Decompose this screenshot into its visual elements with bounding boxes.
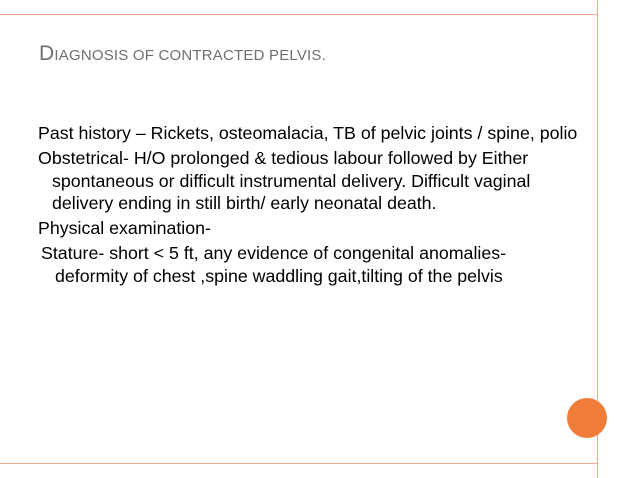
slide-title-rest: IAGNOSIS OF CONTRACTED PELVIS.	[54, 47, 326, 64]
slide-title-first-letter: D	[39, 42, 55, 65]
slide-title	[39, 42, 326, 66]
orange-circle-decoration	[567, 398, 607, 438]
top-border-line	[0, 14, 597, 15]
body-paragraph-stature: Stature- short < 5 ft, any evidence of congenital anomalies- deformity of chest ,spine waddling gait,tilting of the pelvis	[41, 243, 507, 286]
slide-body	[38, 122, 583, 290]
body-paragraph-obstetrical: Obstetrical- H/O prolonged & tedious labour followed by Either spontaneous or difficult instrumental delivery. Difficult vaginal delivery ending in still birth/ early neonatal death.	[38, 148, 531, 213]
bottom-border-line	[0, 463, 597, 464]
body-paragraph-physical-examination: Physical examination-	[38, 218, 211, 238]
body-paragraph-past-history: Past history – Rickets, osteomalacia, TB of pelvic joints / spine, polio	[38, 123, 578, 143]
